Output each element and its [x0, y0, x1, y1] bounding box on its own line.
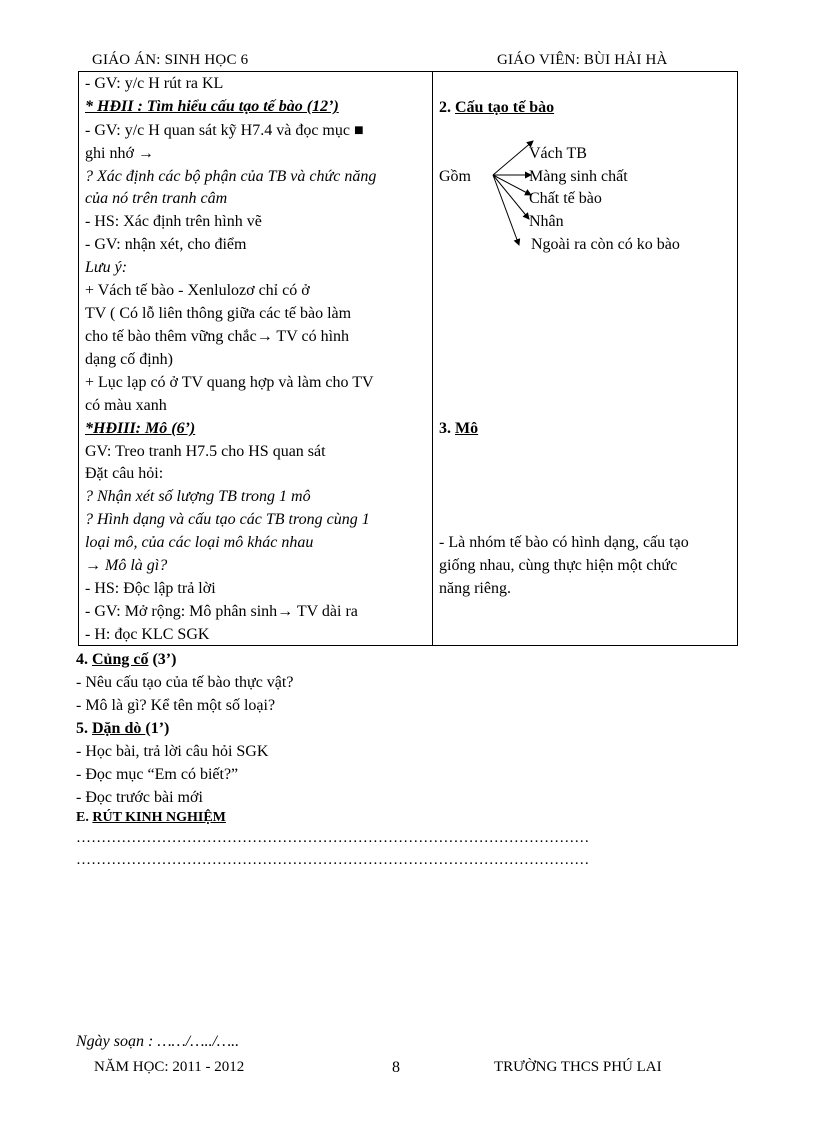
arrow-to-vacuole — [493, 175, 519, 245]
note-line: dạng cố định) — [85, 351, 173, 368]
section-2-heading — [439, 98, 554, 118]
includes-label: Gồm — [439, 168, 471, 185]
header-teacher: GIÁO VIÊN: BÙI HẢI HÀ — [497, 52, 668, 68]
question-line: của nó trên tranh câm — [85, 190, 228, 207]
review-question: - Mô là gì? Kể tên một số loại? — [76, 697, 276, 714]
page-number: 8 — [392, 1059, 400, 1076]
section-e-title: RÚT KINH NGHIỆM — [92, 810, 226, 825]
homework-item: - Đọc mục “Em có biết?” — [76, 766, 239, 783]
cell-part: Màng sinh chất — [529, 168, 628, 185]
activity-line: GV: Treo tranh H7.5 cho HS quan sát — [85, 443, 326, 460]
question-line: ? Hình dạng và cấu tạo các TB trong cùng 1 — [85, 511, 370, 528]
homework-item: - Đọc trước bài mới — [76, 789, 203, 806]
note-line: cho tế bào thêm vững chắc→ TV có hình — [85, 328, 350, 345]
note-line: TV ( Có lỗ liên thông giữa các tế bào làm — [85, 305, 352, 322]
question-line: ? Xác định các bộ phận của TB và chức năng — [85, 168, 377, 185]
note-line: + Lục lạp có ở TV quang hợp và làm cho TV — [85, 374, 374, 391]
note-label: Lưu ý: — [85, 259, 128, 276]
table-column-divider — [432, 72, 433, 645]
section-4-heading — [76, 650, 176, 670]
arrow-to-cell-wall — [493, 141, 533, 175]
section-2-title: Cấu tạo tế bào — [455, 99, 555, 116]
activity-line: - GV: nhận xét, cho điểm — [85, 236, 247, 253]
tissue-definition-line: năng riêng. — [439, 580, 511, 597]
cell-part: Chất tế bào — [529, 190, 602, 207]
activity-line: - HS: Độc lập trả lời — [85, 580, 216, 597]
note-line: + Vách tế bào - Xenlulozơ chỉ có ở — [85, 282, 310, 299]
arrow-to-cytoplasm — [493, 175, 531, 195]
section-4-number: 4. — [76, 651, 92, 668]
section-2-number: 2. — [439, 99, 455, 116]
activity-line: - GV: y/c H rút ra KL — [85, 75, 224, 92]
activity-line: Đặt câu hỏi: — [85, 465, 164, 482]
arrow-to-nucleus — [493, 175, 529, 219]
section-4-title: Củng cố — [92, 651, 149, 668]
activity-line: - HS: Xác định trên hình vẽ — [85, 213, 262, 230]
header-subject: GIÁO ÁN: SINH HỌC 6 — [92, 52, 249, 68]
tissue-definition-line: - Là nhóm tế bào có hình dạng, cấu tạo — [439, 534, 689, 551]
cell-part: Vách TB — [529, 145, 587, 162]
question-line: → Mô là gì? — [85, 557, 168, 574]
dotted-line: ………………………………………………………………………………………… — [76, 830, 590, 846]
section-4-time: (3’) — [148, 651, 177, 668]
section-3-title: Mô — [455, 420, 479, 437]
homework-item: - Học bài, trả lời câu hỏi SGK — [76, 743, 269, 760]
dotted-line: ………………………………………………………………………………………… — [76, 852, 590, 868]
tissue-definition-line: giống nhau, cùng thực hiện một chức — [439, 557, 678, 574]
section-e-label: E. — [76, 810, 93, 825]
lesson-table — [78, 71, 738, 646]
activity-heading-hd2: * HĐII : Tìm hiểu cấu tạo tế bào (12’) — [85, 98, 339, 115]
section-3-heading — [439, 419, 478, 439]
question-line: loại mô, của các loại mô khác nhau — [85, 534, 314, 551]
activity-line: ghi nhớ → — [85, 145, 154, 162]
section-5-number: 5. — [76, 720, 92, 737]
activity-line: - H: đọc KLC SGK — [85, 626, 210, 643]
footer-school-year: NĂM HỌC: 2011 - 2012 — [94, 1059, 245, 1075]
section-5-time: (1’) — [145, 720, 170, 737]
section-3-number: 3. — [439, 420, 455, 437]
note-line: có màu xanh — [85, 397, 167, 414]
footer-school-name: TRƯỜNG THCS PHÚ LAI — [494, 1059, 662, 1075]
question-line: ? Nhận xét số lượng TB trong 1 mô — [85, 488, 311, 505]
review-question: - Nêu cấu tạo của tế bào thực vật? — [76, 674, 294, 691]
section-5-heading — [76, 719, 169, 739]
activity-heading-hd3: *HĐIII: Mô (6’) — [85, 420, 196, 437]
cell-part: Ngoài ra còn có ko bào — [531, 236, 680, 253]
activity-line: - GV: Mở rộng: Mô phân sinh→ TV dài ra — [85, 603, 358, 620]
cell-part: Nhân — [529, 213, 564, 230]
section-5-title: Dặn dò — [92, 720, 146, 737]
activity-line: - GV: y/c H quan sát kỹ H7.4 và đọc mục ■ — [85, 122, 364, 139]
prepared-date: Ngày soạn : ……/…../….. — [76, 1033, 240, 1050]
section-e-heading — [76, 808, 226, 828]
